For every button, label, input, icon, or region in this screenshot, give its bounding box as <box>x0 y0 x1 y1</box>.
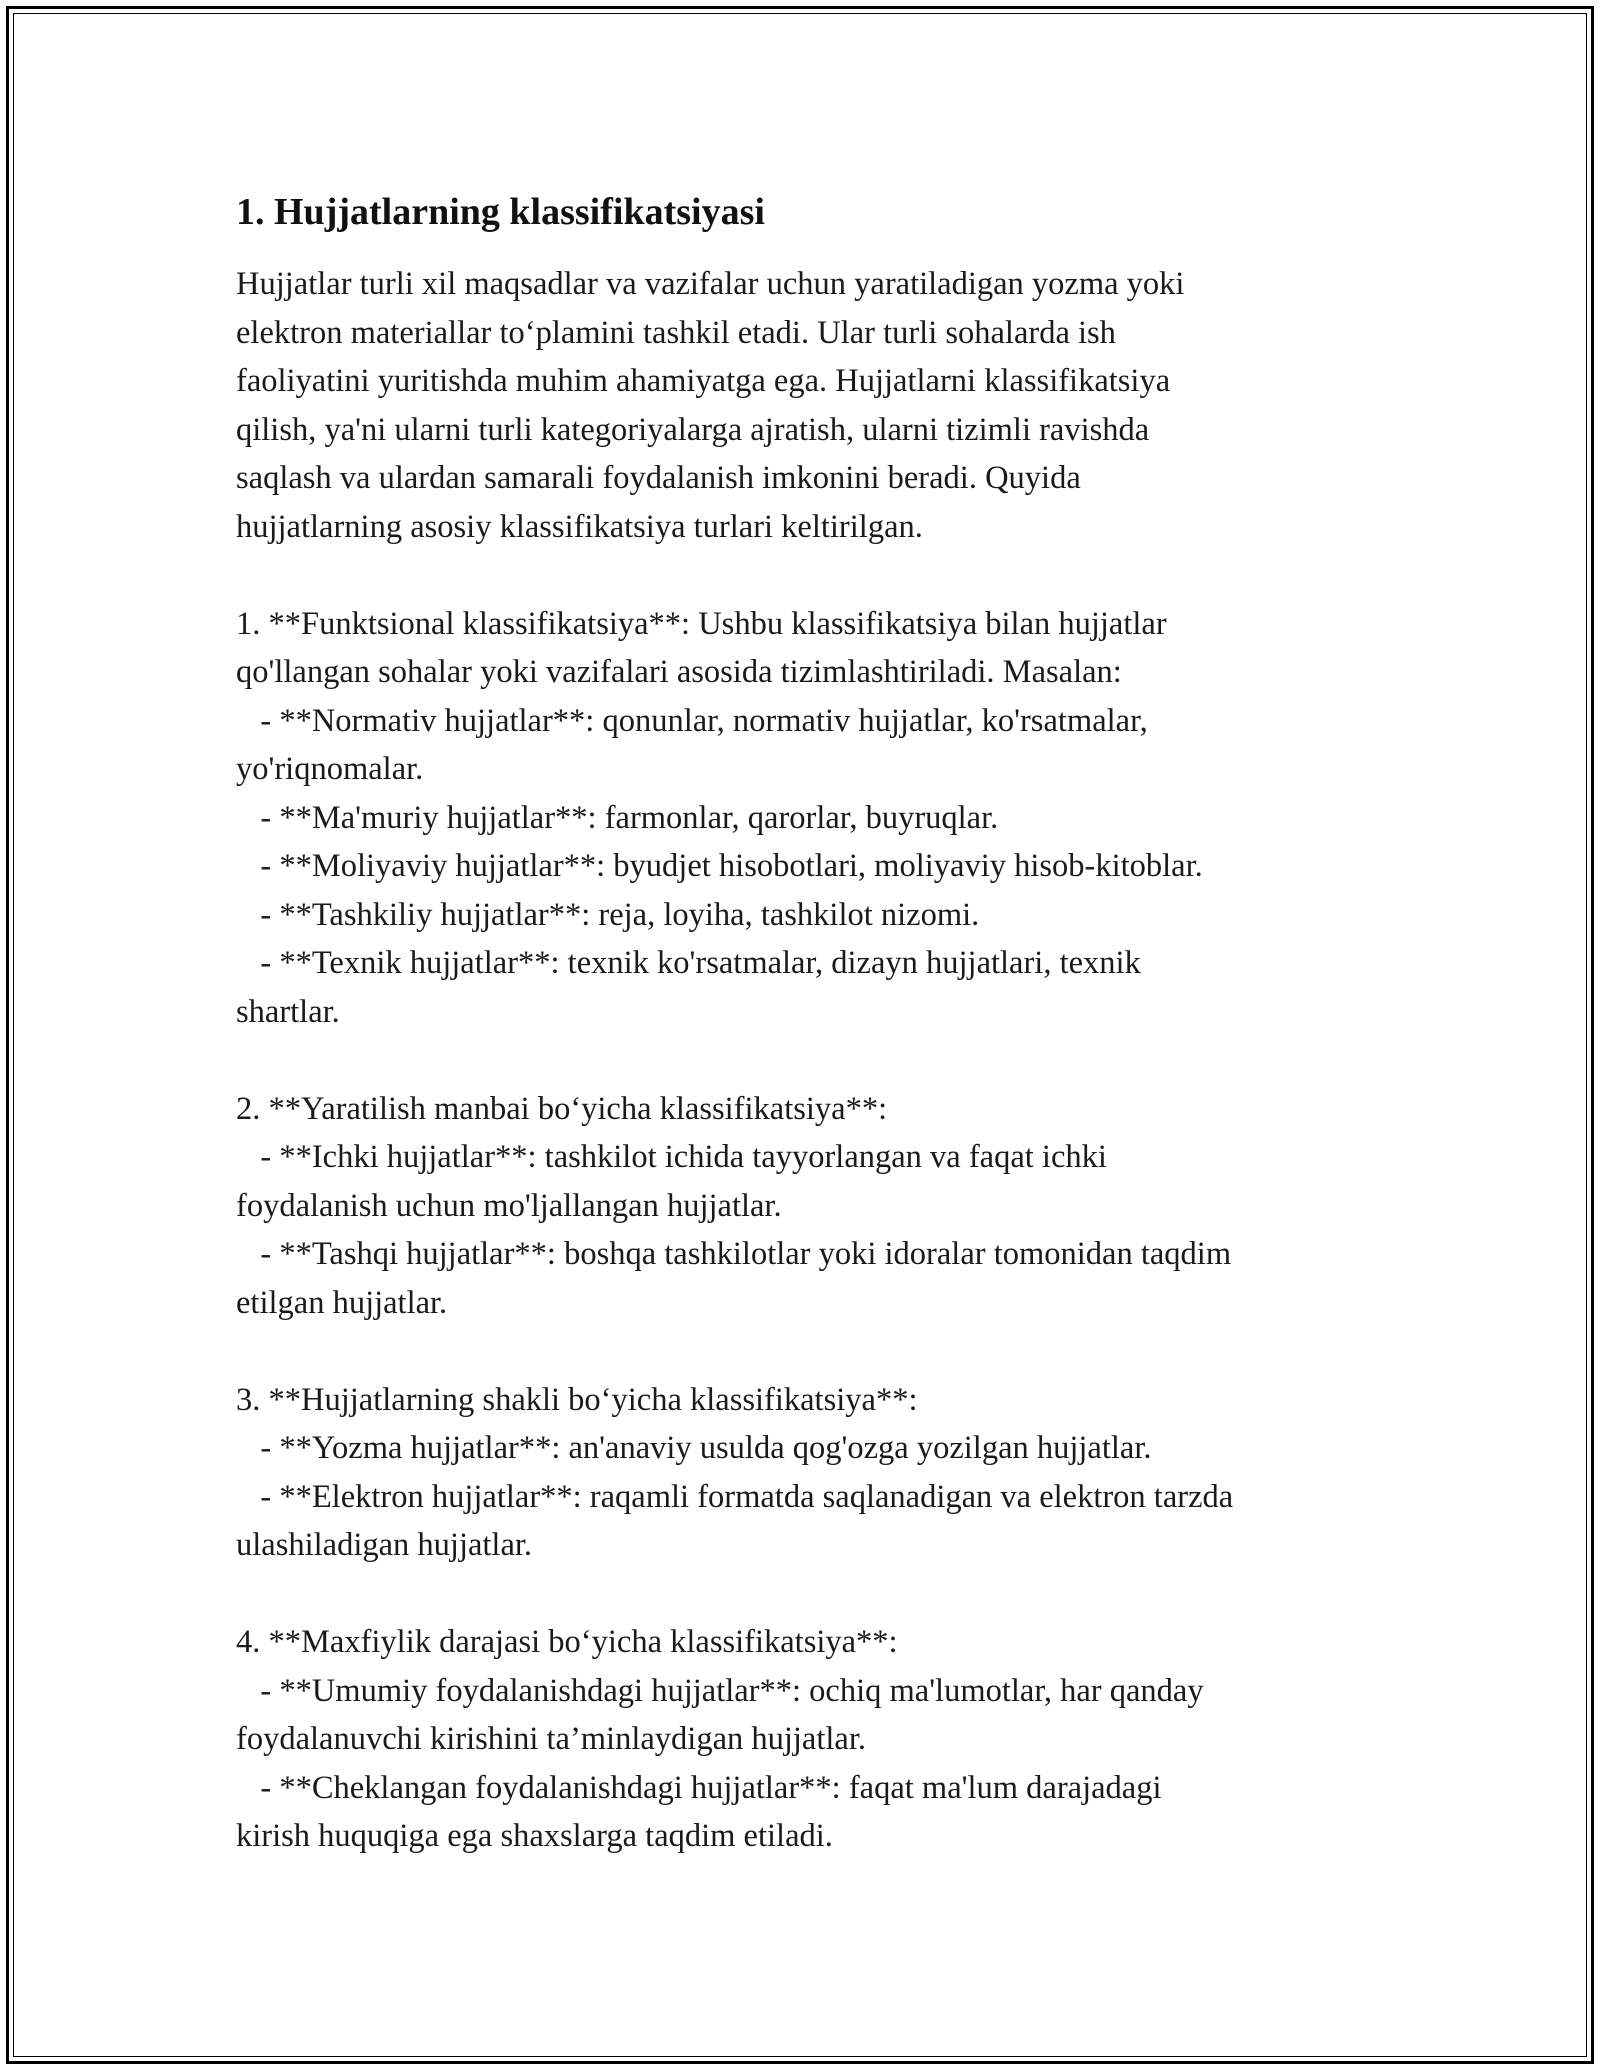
paragraph-gap <box>236 1036 1396 1085</box>
paragraph-gap <box>236 1327 1396 1376</box>
section-source-classification: 2. **Yaratilish manbai bo‘yicha klassifikatsiya**: - **Ichki hujjatlar**: tashkilot ichida tayyorlangan va faqat ichki foydalanish uchun mo'ljallangan hujjatlar. - **Tashqi hujjatlar**: boshqa tashkilotlar yoki idoralar tomonidan taqdim etilgan hujjatlar. <box>236 1090 1232 1321</box>
document-body <box>236 186 1396 1861</box>
section-confidentiality-classification: 4. **Maxfiylik darajasi bo‘yicha klassifikatsiya**: - **Umumiy foydalanishdagi hujjatlar**: ochiq ma'lumotlar, har qanday foydalanuvchi kirishini ta’minlaydigan hujjatlar. - **Cheklangan foydalanishdagi hujjatlar**: faqat ma'lum darajadagi kirish huquqiga ega shaxslarga taqdim etiladi. <box>236 1624 1204 1854</box>
section-form-classification: 3. **Hujjatlarning shakli bo‘yicha klassifikatsiya**: - **Yozma hujjatlar**: an'anaviy usulda qog'ozga yozilgan hujjatlar. - **Elektron hujjatlar**: raqamli formatda saqlanadigan va elektron tarzda ulashiladigan hujjatlar. <box>236 1381 1234 1563</box>
document-title: 1. Hujjatlarning klassifikatsiyasi <box>236 191 765 233</box>
section-functional-classification: 1. **Funktsional klassifikatsiya**: Ushbu klassifikatsiya bilan hujjatlar qo'llangan sohalar yoki vazifalari asosida tizimlashtiriladi. Masalan: - **Normativ hujjatlar**: qonunlar, normativ hujjatlar, ko'rsatmalar, yo'riqnomalar. - **Ma'muriy hujjatlar**: farmonlar, qarorlar, buyruqlar. - **Moliyaviy hujjatlar**: byudjet hisobotlari, moliyaviy hisob-kitoblar. - **Tashkiliy hujjatlar**: reja, loyiha, tashkilot nizomi. - **Texnik hujjatlar**: texnik ko'rsatmalar, dizayn hujjatlari, texnik shartlar. <box>236 605 1203 1030</box>
paragraph-gap <box>236 1570 1396 1619</box>
paragraph-gap <box>236 551 1396 600</box>
intro-paragraph: Hujjatlar turli xil maqsadlar va vazifalar uchun yaratiladigan yozma yoki elektron materiallar to‘plamini tashkil etadi. Ular turli sohalarda ish faoliyatini yuritishda muhim ahamiyatga ega. Hujjatlarni klassifikatsiya qilish, ya'ni ularni turli kategoriyalarga ajratish, ularni tizimli ravishda saqlash va ulardan samarali foydalanish imkonini beradi. Quyida hujjatlarning asosiy klassifikatsiya turlari keltirilgan. <box>236 266 1185 545</box>
